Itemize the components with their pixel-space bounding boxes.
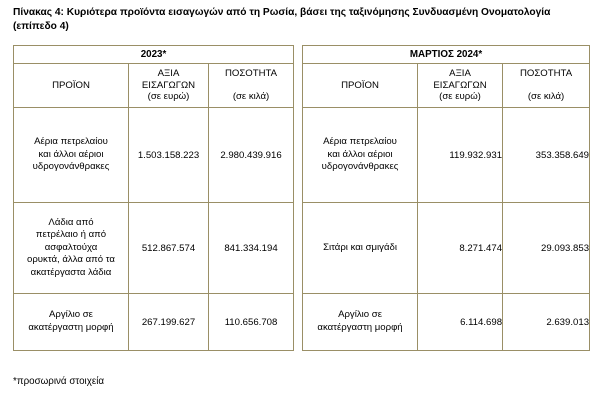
product-cell: Αργίλιο σε ακατέργαστη μορφή [14,294,129,351]
product-cell: Σιτάρι και σμιγάδι [303,203,418,294]
quantity-cell: 29.093.853 [503,203,590,294]
quantity-cell: 2.980.439.916 [209,108,294,203]
product-cell: Αέρια πετρελαίου και άλλοι αέριοι υδρογονάνθρακες [14,108,129,203]
import-value-cell: 8.271.474 [418,203,503,294]
column-gap [294,203,303,294]
period-2023-header: 2023* [14,46,294,64]
product-cell: Αργίλιο σε ακατέργαστη μορφή [303,294,418,351]
import-value-cell: 512.867.574 [129,203,209,294]
quantity-header: ΠΟΣΟΤΗΤΑ (σε κιλά) [209,64,294,108]
import-value-cell: 6.114.698 [418,294,503,351]
import-value-cell: 119.932.931 [418,108,503,203]
quantity-cell: 2.639.013 [503,294,590,351]
period-header-row [14,46,590,64]
column-gap [294,46,303,64]
import-value-header: ΑΞΙΑ ΕΙΣΑΓΩΓΩΝ (σε ευρώ) [129,64,209,108]
imports-table [13,45,590,351]
import-value-cell: 1.503.158.223 [129,108,209,203]
table-row [14,203,590,294]
import-value-cell: 267.199.627 [129,294,209,351]
product-header: ΠΡΟΪΟΝ [14,64,129,108]
column-header-row [14,64,590,108]
table-row [14,108,590,203]
quantity-cell: 110.656.708 [209,294,294,351]
table-caption: Πίνακας 4: Κυριότερα προϊόντα εισαγωγών από τη Ρωσία, βάσει της ταξινόμησης Συνδυασμένη Ονοματολογία (επίπεδο 4) [13,7,551,32]
column-gap [294,294,303,351]
column-gap [294,108,303,203]
quantity-cell: 841.334.194 [209,203,294,294]
product-cell: Αέρια πετρελαίου και άλλοι αέριοι υδρογονάνθρακες [303,108,418,203]
import-value-header: ΑΞΙΑ ΕΙΣΑΓΩΓΩΝ (σε ευρώ) [418,64,503,108]
product-header: ΠΡΟΪΟΝ [303,64,418,108]
quantity-header: ΠΟΣΟΤΗΤΑ (σε κιλά) [503,64,590,108]
column-gap [294,64,303,108]
period-march-2024-header: ΜΑΡΤΙΟΣ 2024* [303,46,590,64]
footnote: *προσωρινά στοιχεία [13,376,105,387]
product-cell: Λάδια από πετρέλαιο ή από ασφαλτούχα ορυκτά, άλλα από τα ακατέργαστα λάδια [14,203,129,294]
table-row [14,294,590,351]
quantity-cell: 353.358.649 [503,108,590,203]
